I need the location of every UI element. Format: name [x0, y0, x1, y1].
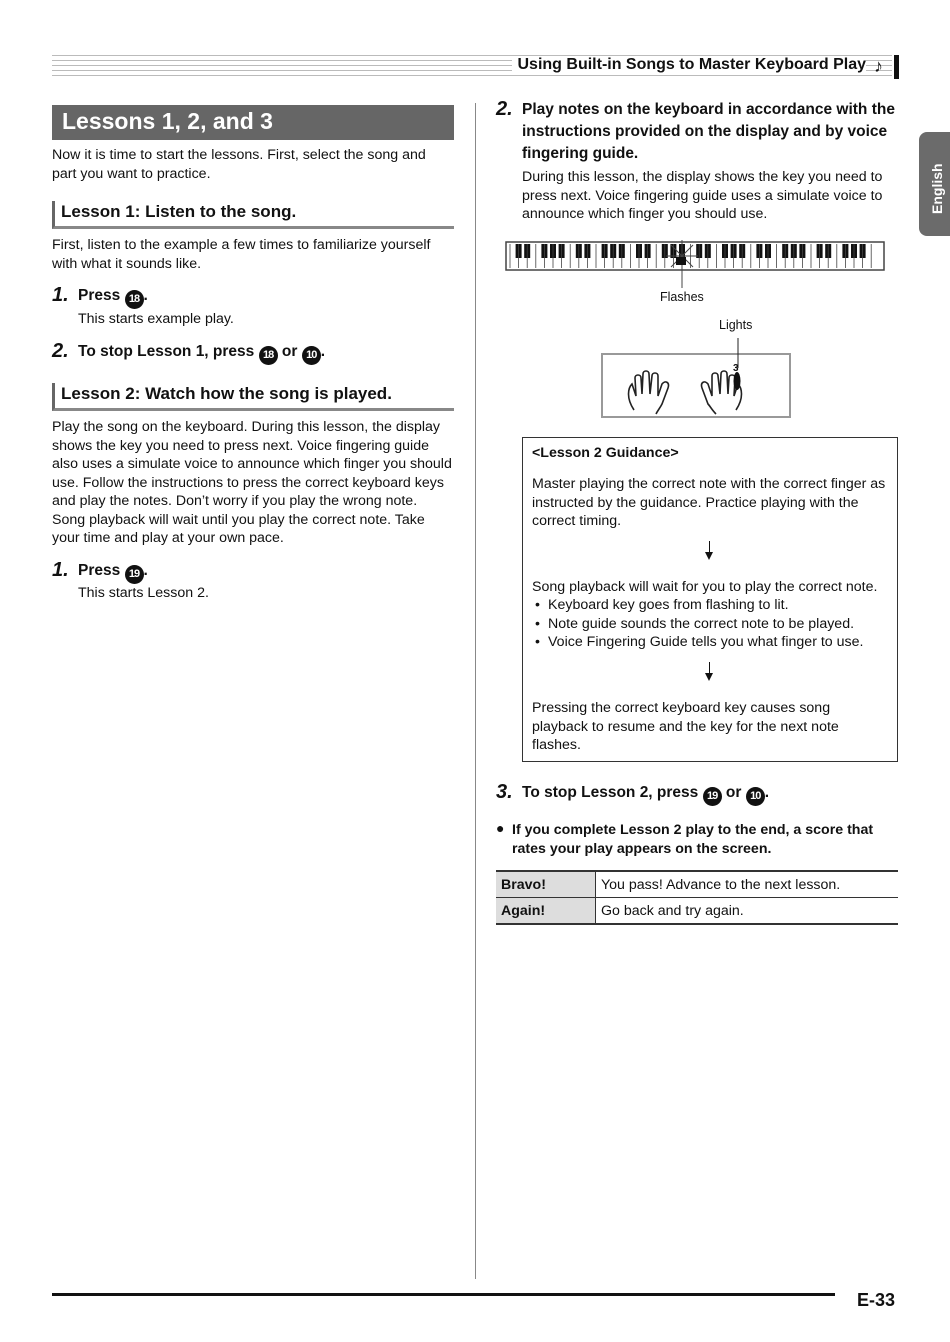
or-text: or [281, 343, 298, 360]
button-18-icon: 18 [125, 290, 144, 309]
language-tab-label: English [929, 163, 945, 214]
score-value: You pass! Advance to the next lesson. [596, 871, 899, 898]
right-step2-desc: During this lesson, the display shows the key you need to press next. Voice fingering guide uses a simulate voice to announce which finger you should use. [522, 169, 883, 222]
table-row [496, 871, 898, 898]
lesson2-step1-desc: This starts Lesson 2. [78, 585, 209, 601]
table-row [496, 898, 898, 925]
right-step3-instruction: To stop Lesson 2, press 19 or 10 . [522, 782, 769, 806]
step-label: Press [78, 562, 121, 579]
step-label: To stop Lesson 1, press [78, 343, 255, 360]
header-title: Using Built-in Songs to Master Keyboard Play [512, 56, 867, 74]
right-step2-instruction: Play notes on the keyboard in accordance with the instructions provided on the display and by voice fingering guide. [522, 101, 895, 162]
button-18-icon: 18 [259, 346, 278, 365]
or-text: or [725, 784, 742, 801]
score-key: Bravo! [496, 871, 596, 898]
guidance-bullet: • Keyboard key goes from flashing to lit. [532, 596, 863, 615]
score-value: Go back and try again. [596, 898, 899, 925]
score-note: If you complete Lesson 2 play to the end, a score that rates your play appears on the screen. [512, 822, 874, 857]
guidance-bullets [532, 596, 863, 652]
page-number: E-33 [857, 1290, 896, 1310]
lesson2-body: Play the song on the keyboard. During this lesson, the display shows the key you need to press next. Voice fingering guide also uses a simulate voice to announce which finger you should use. Follow the instructions to press the correct keyboard keys and play the notes. Don’t worry if you play the wrong note. Song playback will wait until you play the correct note. Take your time and play at your own pace. [52, 419, 452, 546]
lights-label: Lights [719, 318, 753, 332]
intro-text: Now it is time to start the lessons. First, select the song and part you want to practice. [52, 147, 426, 182]
lit-finger-indicator [734, 372, 741, 390]
flashing-key [676, 257, 686, 265]
step-label: Press [78, 287, 121, 304]
guidance-title: <Lesson 2 Guidance> [532, 445, 679, 461]
score-key: Again! [496, 898, 596, 925]
lesson1-body: First, listen to the example a few times to familiarize yourself with what it sounds like. [52, 237, 431, 272]
down-arrow-icon [709, 541, 710, 558]
button-10-icon: 10 [746, 787, 765, 806]
guidance-bullet: • Voice Fingering Guide tells you what finger to use. [532, 633, 863, 652]
keyboard-figure [504, 238, 890, 433]
right-step2-number: 2. [496, 98, 513, 120]
guidance-p3: Pressing the correct keyboard key causes song playback to resume and the key for the next note flashes. [532, 700, 839, 753]
lesson1-step1-desc: This starts example play. [78, 311, 234, 327]
down-arrow-icon [709, 662, 710, 679]
button-19-icon: 19 [125, 565, 144, 584]
right-step3-number: 3. [496, 781, 513, 803]
lesson2-heading: Lesson 2: Watch how the song is played. [52, 383, 454, 411]
header-end-bar [894, 55, 899, 79]
lesson1-step2-number: 2. [52, 340, 69, 362]
footer-rule [52, 1293, 835, 1296]
music-note-icon: ♪ [874, 56, 883, 76]
language-tab[interactable] [919, 132, 950, 236]
lesson1-heading: Lesson 1: Listen to the song. [52, 201, 454, 229]
button-10-icon: 10 [302, 346, 321, 365]
lesson2-step1-instruction: Press 19 . [78, 560, 148, 584]
lesson2-step1-number: 1. [52, 559, 69, 581]
score-table [496, 870, 898, 925]
column-divider [475, 103, 476, 1279]
step-label: To stop Lesson 2, press [522, 784, 699, 801]
button-19-icon: 19 [703, 787, 722, 806]
guidance-p2: Song playback will wait for you to play the correct note. [532, 579, 878, 595]
flashes-label: Flashes [660, 290, 704, 304]
bullet-dot-icon: ● [496, 820, 505, 836]
lesson1-step1-instruction: Press 18 . [78, 285, 148, 309]
lesson1-step2-instruction: To stop Lesson 1, press 18 or 10 . [78, 341, 325, 365]
guidance-p1: Master playing the correct note with the correct finger as instructed by the guidance. Practice playing with the correct timing. [532, 476, 886, 529]
section-title: Lessons 1, 2, and 3 [52, 105, 454, 140]
guidance-bullet: • Note guide sounds the correct note to be played. [532, 615, 863, 634]
finger-number: 3 [733, 363, 739, 374]
lesson2-guidance-box [522, 437, 898, 762]
lesson1-step1-number: 1. [52, 284, 69, 306]
